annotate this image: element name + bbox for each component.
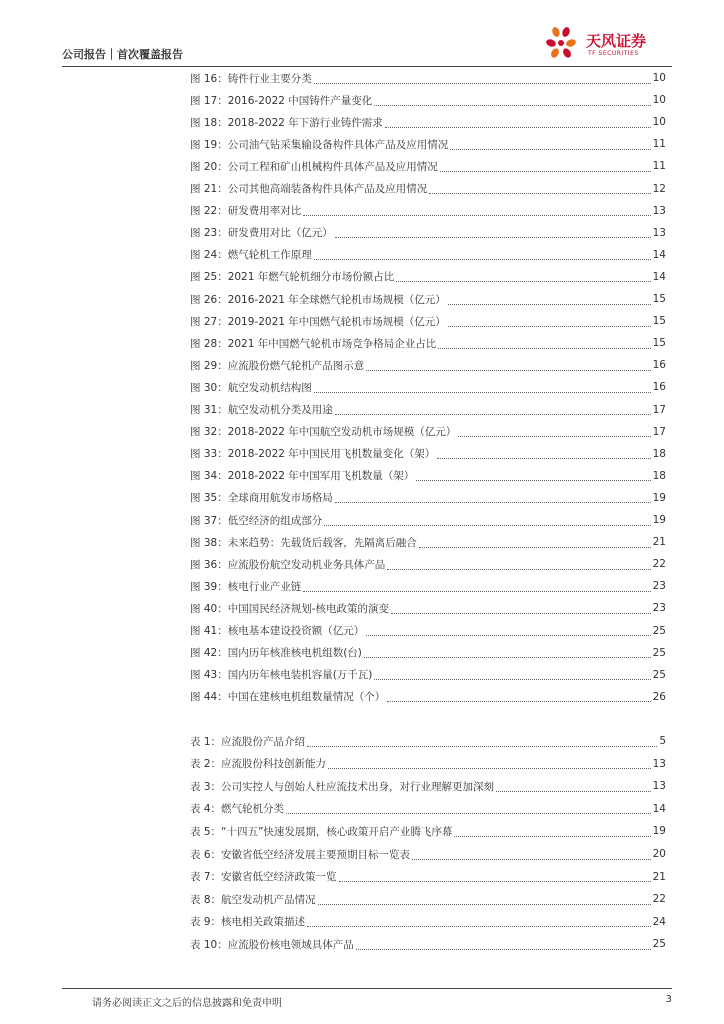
figure-entry-label: 图 41：核电基本建设投资额（亿元） xyxy=(190,625,365,637)
dot-leader xyxy=(396,271,650,282)
figure-entry-page: 25 xyxy=(652,646,666,659)
table-entry-page: 5 xyxy=(659,735,666,747)
dot-leader xyxy=(335,492,651,503)
figure-entry-label: 图 42：国内历年核准核电机组数(台) xyxy=(190,647,362,660)
figure-entry-page: 15 xyxy=(652,337,666,350)
figure-entry[interactable] xyxy=(190,245,666,265)
dot-leader xyxy=(429,183,650,194)
table-entry-page: 20 xyxy=(652,848,666,860)
figure-entry-label: 图 28：2021 年中国燃气轮机市场竞争格局企业占比 xyxy=(190,337,437,350)
figure-entry-page: 14 xyxy=(652,248,666,261)
figure-entry-label: 图 20：公司工程和矿山机械构件具体产品及应用情况 xyxy=(190,160,438,173)
table-entry-page: 24 xyxy=(652,915,666,928)
figure-entry-page: 17 xyxy=(652,403,666,416)
figure-entry-page: 13 xyxy=(652,226,666,239)
table-entry[interactable] xyxy=(190,912,666,932)
page-header xyxy=(62,32,672,66)
dot-leader xyxy=(450,139,650,150)
dot-leader xyxy=(318,894,651,905)
dot-leader xyxy=(314,382,651,393)
dot-leader xyxy=(391,603,651,614)
figure-entry[interactable] xyxy=(190,134,666,154)
table-entry-label: 表 9：核电相关政策描述 xyxy=(190,916,306,929)
figure-entry[interactable] xyxy=(190,400,666,420)
figure-entry-label: 图 43：国内历年核电装机容量(万千瓦) xyxy=(190,669,373,682)
table-entry-page: 13 xyxy=(652,757,666,770)
dot-leader xyxy=(440,161,651,172)
dot-leader xyxy=(339,871,651,882)
figure-entry[interactable] xyxy=(190,90,666,110)
figure-entry-label: 图 40：中国国民经济规划-核电政策的演变 xyxy=(190,602,389,615)
dot-leader xyxy=(496,781,651,792)
figure-entry-page: 11 xyxy=(652,138,666,151)
figure-entry-page: 12 xyxy=(652,182,666,195)
figure-entry-page: 15 xyxy=(652,315,666,328)
logo-text: 天风证券 xyxy=(586,32,647,50)
figure-entry[interactable] xyxy=(190,554,666,574)
figure-entry-page: 23 xyxy=(652,602,666,615)
figure-entry-label: 图 26：2016-2021 年全球燃气轮机市场规模（亿元） xyxy=(190,293,446,306)
figure-entry-label: 图 30：航空发动机结构图 xyxy=(190,381,312,394)
table-entry[interactable] xyxy=(190,867,666,887)
figure-entry-page: 16 xyxy=(652,359,666,372)
table-entry[interactable] xyxy=(190,934,666,954)
figure-entry[interactable] xyxy=(190,422,666,442)
figure-entry-label: 图 38：未来趋势：先载货后载客，先隔离后融合 xyxy=(190,536,417,549)
dot-leader xyxy=(303,205,650,216)
figure-entry[interactable] xyxy=(190,598,666,618)
figure-entry[interactable] xyxy=(190,355,666,375)
table-entry-label: 表 5：“十四五”快速发展期，核心政策开启产业腾飞序幕 xyxy=(190,825,453,838)
dot-leader xyxy=(286,803,651,814)
dot-leader xyxy=(314,73,651,84)
table-entry[interactable] xyxy=(190,821,666,841)
figure-entry-label: 图 44：中国在建核电机组数量情况（个） xyxy=(190,691,386,704)
dot-leader xyxy=(366,360,650,371)
table-entry-label: 表 6：安徽省低空经济发展主要预期目标一览表 xyxy=(190,848,411,861)
figure-entry-label: 图 34：2018-2022 年中国军用飞机数量（架） xyxy=(190,470,415,483)
table-entry[interactable] xyxy=(190,754,666,774)
dot-leader xyxy=(387,559,650,570)
figure-entry[interactable] xyxy=(190,621,666,641)
dot-leader xyxy=(385,117,651,128)
dot-leader xyxy=(366,625,650,636)
page-number: 3 xyxy=(665,994,672,1005)
figure-entry-label: 图 18：2018-2022 年下游行业铸件需求 xyxy=(190,116,383,129)
figure-entry-page: 18 xyxy=(652,447,666,460)
figure-entry[interactable] xyxy=(190,179,666,199)
figure-entry-label: 图 22：研发费用率对比 xyxy=(190,205,302,218)
dot-leader xyxy=(307,916,651,927)
figure-entry-page: 22 xyxy=(652,558,666,571)
report-type-title: 公司报告｜首次覆盖报告 xyxy=(62,48,183,61)
table-entry-page: 14 xyxy=(652,802,666,815)
flower-logo-icon xyxy=(546,26,576,60)
figure-entry-label: 图 36：应流股份航空发动机业务具体产品 xyxy=(190,558,386,571)
figure-entry-label: 图 19：公司油气钻采集输设备构件具体产品及应用情况 xyxy=(190,138,449,151)
figure-entry-label: 图 37：低空经济的组成部分 xyxy=(190,514,323,527)
figure-entry[interactable] xyxy=(190,576,666,596)
figure-entry-page: 13 xyxy=(652,204,666,217)
header-divider xyxy=(62,66,672,67)
figure-entry[interactable] xyxy=(190,488,666,508)
dot-leader xyxy=(448,294,651,305)
figure-entry[interactable] xyxy=(190,223,666,243)
table-entry-label: 表 4：燃气轮机分类 xyxy=(190,803,285,816)
figure-entry[interactable] xyxy=(190,444,666,464)
figure-entry-page: 18 xyxy=(652,469,666,482)
figure-entry[interactable] xyxy=(190,466,666,486)
dot-leader xyxy=(454,826,650,837)
figure-entry-page: 26 xyxy=(652,690,666,703)
figure-entry-label: 图 23：研发费用对比（亿元） xyxy=(190,227,333,240)
figure-entry-label: 图 24：燃气轮机工作原理 xyxy=(190,249,312,262)
table-entry-page: 21 xyxy=(652,870,666,883)
table-entry[interactable] xyxy=(190,799,666,819)
table-entry[interactable] xyxy=(190,844,666,864)
figure-entry-page: 17 xyxy=(652,425,666,438)
dot-leader xyxy=(307,736,657,747)
dot-leader xyxy=(374,95,650,106)
figure-entry-page: 10 xyxy=(652,116,666,129)
figure-entry-page: 10 xyxy=(652,72,666,84)
table-entry-label: 表 7：安徽省低空经济政策一览 xyxy=(190,871,337,884)
figure-entry[interactable] xyxy=(190,665,666,685)
dot-leader xyxy=(419,537,651,548)
dot-leader xyxy=(328,758,651,769)
table-entry[interactable] xyxy=(190,731,666,751)
dot-leader xyxy=(335,227,651,238)
footer-divider xyxy=(62,988,672,989)
figure-entry-page: 23 xyxy=(652,580,666,593)
dot-leader xyxy=(335,404,651,415)
figure-entry-label: 图 31：航空发动机分类及用途 xyxy=(190,404,333,416)
figure-entry[interactable] xyxy=(190,532,666,552)
figure-entry-page: 16 xyxy=(652,381,666,394)
table-entry-label: 表 2：应流股份科技创新能力 xyxy=(190,758,327,771)
company-logo xyxy=(542,24,672,64)
figure-entry-page: 19 xyxy=(652,491,666,504)
figure-entry-label: 图 25：2021 年燃气轮机细分市场份额占比 xyxy=(190,271,395,284)
figure-entry[interactable] xyxy=(190,311,666,331)
dot-leader xyxy=(448,316,651,327)
figure-entry-page: 14 xyxy=(652,270,666,283)
table-entry-page: 19 xyxy=(652,825,666,838)
dot-leader xyxy=(437,448,650,459)
dot-leader xyxy=(412,849,651,860)
dot-leader xyxy=(438,338,650,349)
dot-leader xyxy=(374,669,650,680)
figure-entry[interactable] xyxy=(190,201,666,221)
figure-entry-page: 10 xyxy=(652,94,666,107)
dot-leader xyxy=(324,515,650,526)
figure-entry-label: 图 35：全球商用航发市场格局 xyxy=(190,492,333,505)
dot-leader xyxy=(356,939,651,950)
table-entry-page: 25 xyxy=(652,938,666,951)
dot-leader xyxy=(303,581,650,592)
figure-entry-page: 11 xyxy=(652,160,666,173)
dot-leader xyxy=(458,426,650,437)
table-entry-page: 13 xyxy=(652,780,666,793)
figure-entry[interactable] xyxy=(190,68,666,88)
figure-entry[interactable] xyxy=(190,687,666,707)
table-entry[interactable] xyxy=(190,776,666,796)
logo-subtext: TF SECURITIES xyxy=(588,50,639,57)
dot-leader xyxy=(416,470,650,481)
figure-entry[interactable] xyxy=(190,377,666,397)
figure-entry-page: 25 xyxy=(652,624,666,637)
table-entry-page: 22 xyxy=(652,893,666,906)
figure-entry-label: 图 21：公司其他高端装备构件具体产品及应用情况 xyxy=(190,183,428,195)
table-entry-label: 表 3：公司实控人与创始人杜应流技术出身，对行业理解更加深刻 xyxy=(190,780,495,793)
dot-leader xyxy=(387,691,650,702)
dot-leader xyxy=(364,647,651,658)
figure-entry[interactable] xyxy=(190,156,666,176)
disclaimer-text: 请务必阅读正文之后的信息披露和免责申明 xyxy=(92,998,282,1009)
table-entry-label: 表 8：航空发动机产品情况 xyxy=(190,893,316,906)
figure-entry[interactable] xyxy=(190,112,666,132)
figure-entry[interactable] xyxy=(190,510,666,530)
figure-entry-page: 19 xyxy=(652,514,666,526)
figure-entry[interactable] xyxy=(190,267,666,287)
figure-entry[interactable] xyxy=(190,643,666,663)
table-entry[interactable] xyxy=(190,889,666,909)
figure-entry-label: 图 33：2018-2022 年中国民用飞机数量变化（架） xyxy=(190,448,436,461)
figure-entry-page: 15 xyxy=(652,293,666,305)
figure-entry-label: 图 17：2016-2022 中国铸件产量变化 xyxy=(190,94,373,107)
figure-entry-label: 图 39：核电行业产业链 xyxy=(190,580,302,593)
figure-entry-label: 图 32：2018-2022 年中国航空发动机市场规模（亿元） xyxy=(190,426,457,439)
table-entry-label: 表 1：应流股份产品介绍 xyxy=(190,735,306,748)
figure-entry-label: 图 16：铸件行业主要分类 xyxy=(190,72,312,85)
table-entry-label: 表 10：应流股份核电领域具体产品 xyxy=(190,938,354,951)
dot-leader xyxy=(314,249,651,260)
figure-entry[interactable] xyxy=(190,333,666,353)
figure-entry[interactable] xyxy=(190,289,666,309)
figure-entry-label: 图 27：2019-2021 年中国燃气轮机市场规模（亿元） xyxy=(190,315,446,328)
figure-entry-page: 21 xyxy=(652,536,666,549)
figure-entry-label: 图 29：应流股份燃气轮机产品图示意 xyxy=(190,359,365,372)
figure-entry-page: 25 xyxy=(652,668,666,681)
